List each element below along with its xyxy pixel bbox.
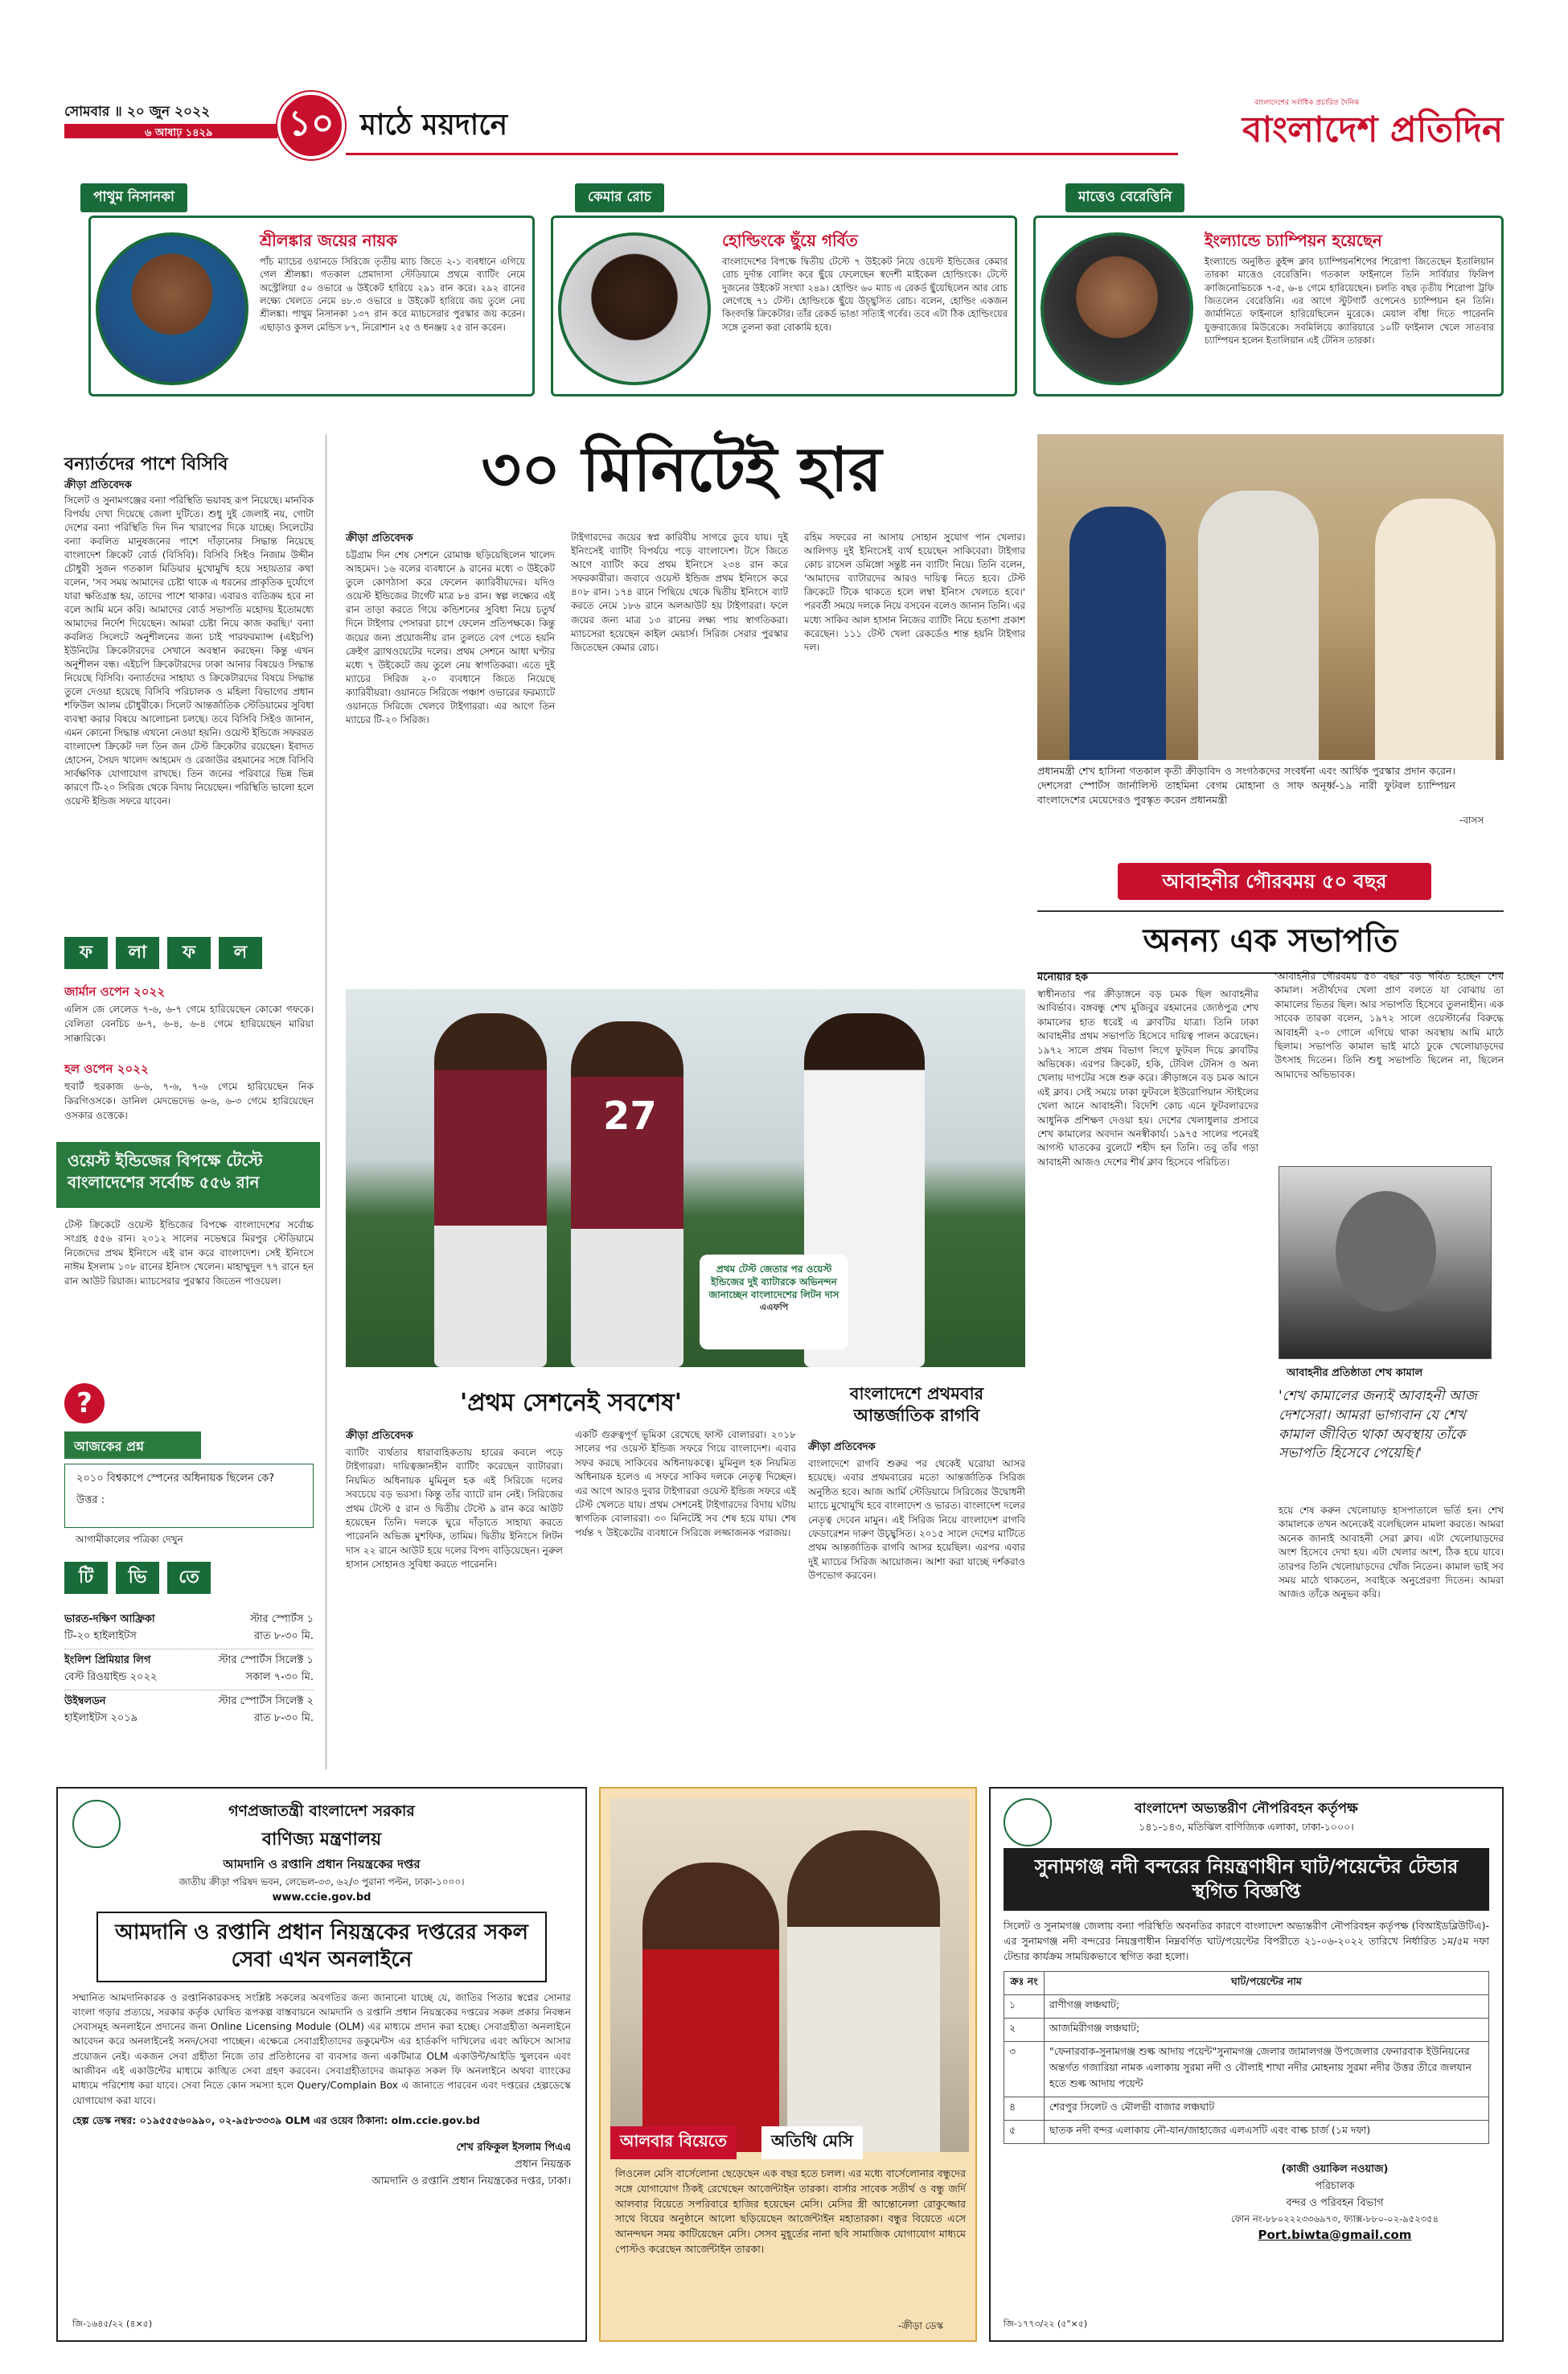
- profile-title-3: ইংল্যান্ডে চ্যাম্পিয়ন হয়েছেন: [1205, 231, 1382, 250]
- commerce-ad-dept: আমদানি ও রপ্তানি প্রধান নিয়ন্ত্রকের দপ্তর: [223, 1857, 421, 1871]
- tv-show-1: ভারত-দক্ষিণ আফ্রিকা: [64, 1613, 155, 1625]
- messi-photo-woman: [642, 1863, 779, 2152]
- pm-photo: [1037, 434, 1504, 760]
- biwta-cell: ৩: [1004, 2041, 1045, 2097]
- table-row: [1004, 2018, 1489, 2041]
- profile-card-2: [551, 216, 1017, 396]
- mujib-logo: [72, 1800, 121, 1848]
- tv-time-2: সকাল ৭-৩০ মি.: [245, 1671, 314, 1683]
- tv-sub-2: বেস্ট রিওয়াইন্ড ২০২২: [64, 1671, 158, 1683]
- biwta-ad-org: বাংলাদেশ অভ্যন্তরীণ নৌপরিবহন কর্তৃপক্ষ: [1135, 1801, 1358, 1817]
- photo-caption-box: [700, 1255, 848, 1349]
- biwta-ad-body: সিলেট ও সুনামগঞ্জ জেলায় বন্যা পরিস্থিতি অবনতির কারণে বাংলাদেশ অভ্যন্তরীণ নৌপরিবহন কর্তৃপক্ষ (বিআইডব্লিউটিএ)-এর সুনামগঞ্জ নদী বন্দরের নিয়ন্ত্রণাধীন নিম্নবর্ণিত ঘাট/পয়েন্টের বিপরীতে ২১-০৬-২০২২ তারিখে নির্ধারিত ১ম/৫ম দফা টেন্ডার কার্যক্রম সাময়িকভাবে স্থগিত করা হলো।: [1004, 1920, 1489, 1962]
- biwta-cell: ১: [1004, 1994, 1045, 2018]
- header-rule: [346, 153, 1178, 155]
- tv-time-1: রাত ৮-৩০ মি.: [253, 1630, 314, 1642]
- biwta-ad-headline: সুনামগঞ্জ নদী বন্দরের নিয়ন্ত্রণাধীন ঘাট/পয়েন্টের টেন্ডার স্থগিত বিজ্ঞপ্তি: [1004, 1848, 1489, 1911]
- quiz-question: ২০১০ বিশ্বকাপে স্পেনের অধিনায়ক ছিলেন কে?: [76, 1472, 275, 1485]
- photo-caption-text: প্রথম টেস্ট জেতার পর ওয়েস্ট ইন্ডিজের দুই ব্যাটারকে অভিনন্দন জানাচ্ছেন বাংলাদেশের লিটন দাস: [708, 1263, 839, 1301]
- sheikh-kamal-face: [1336, 1191, 1436, 1312]
- tv-sub-3: হাইলাইটস ২০১৯: [64, 1712, 138, 1724]
- results-tile-3: ফ: [167, 937, 211, 969]
- biwta-ad: [989, 1787, 1504, 2342]
- profile-body-3: ইংল্যান্ডে অনুষ্ঠিত কুইন্স ক্লাব চ্যাম্পিয়নশিপের শিরোপা জিতেছেন ইতালিয়ান তারকা মাত্তেও বেরেত্তিনি। গতকাল ফাইনালে তিনি সার্বিয়ার ফিলিপ ক্রাজিনোভিচকে ৭-৫, ৬-৪ গেমে হারিয়েছেন। চলতি বছর তৃতীয় শিরোপা ট্রফি জিতলেন বেরেত্তিনি। এর আগে স্টুটগার্ট ওপেনেও চ্যাম্পিয়ন হন তিনি। জার্মানিতে ফাইনালে হারিয়েছিলেন মুরেকে। মেয়াল বাঁধা দিতে পারেননি যুক্তরাজ্যের মিউরেকে। সবমিলিয়ে ক্যারিয়ারে ১০টি ফাইনাল খেলে সাতবার চ্যাম্পিয়ন হলেন ইতালিয়ান এই টেনিস তারকা।: [1205, 256, 1494, 346]
- results-tile-1: ফ: [64, 937, 108, 969]
- profile-card-3: [1033, 216, 1504, 396]
- pm-photo-figure-2: [1198, 491, 1319, 760]
- results-body-1: এলিস জে লেলেড ৭-৬, ৬-৭ গেমে হারিয়েছেন কোকো গফকে। বেলিতা বেনচিচ ৬-৭, ৬-৪, ৬-৪ গেমে হারিয়েছেন মারিয়া সাক্কারিকে।: [64, 1004, 314, 1044]
- quiz-icon: ?: [64, 1383, 105, 1423]
- sheikh-kamal-photo: [1279, 1166, 1492, 1359]
- tv-show-2: ইংলিশ প্রিমিয়ার লিগ: [64, 1654, 151, 1666]
- table-row: [1004, 2097, 1489, 2120]
- biwta-th-1: ক্রঃ নং: [1004, 1971, 1045, 1994]
- main-byline: ক্রীড়া প্রতিবেদক: [346, 532, 413, 544]
- results-tile-2: লা: [116, 937, 159, 969]
- commerce-ad-body: সম্মানিত আমদানিকারক ও রপ্তানিকারকসহ সংশ্লিষ্ট সকলের অবগতির জন্য জানানো যাচ্ছে যে, জাতির পিতার স্বপ্নের সোনার বাংলা গড়ার প্রত্যয়ে, সরকার কর্তৃক ঘোষিত রূপকল্প বাস্তবায়নে আমদানি ও রপ্তানি প্রধান নিয়ন্ত্রকের দপ্তরের সকল প্রকার নিবন্ধন সেবাসমূহ অনলাইনে প্রদানের জন্য Online Licensing Module (OLM) এর মাধ্যমে প্রদান করা হচ্ছে। সেবাগ্রহীতা অনলাইনে আবেদন করে অনলাইনেই সনদ/সেবা পাচ্ছেন। এক্ষেত্রে সেবাগ্রহীতাদের ডকুমেন্টস এর হার্ডকপি দাখিলের এবং অফিসে আসার প্রয়োজন নেই। একজন সেবা গ্রহীতা নিজে তার প্রতিষ্ঠানের বা ব্যবসার জন্য একটিমাত্র OLM একাউন্ট/আইডি খুলবেন এবং আজীবন এই একাউন্টের মাধ্যমে কাঙ্খিত সেবা গ্রহণ করবেন। সেবাগ্রহীতাদের জমাকৃত সকল ফি অনলাইনে অথবা ব্যাংকের মাধ্যমে পরিশোধ করা যাবে। সেবা নিতে কোন সমস্যা হলে Query/Complain Box এ জানাতে পারবেন এবং দপ্তরের হেল্পডেস্কে যোগাযোগ করা যাবে।: [72, 1991, 571, 2106]
- profile-label-1: পাথুম নিসানকা: [80, 183, 187, 212]
- rugby-head: বাংলাদেশে প্রথমবার আন্তর্জাতিক রাগবি: [849, 1384, 984, 1426]
- record-box-body: টেস্ট ক্রিকেটে ওয়েস্ট ইন্ডিজের বিপক্ষে বাংলাদেশের সর্বোচ্চ সংগ্রহ ৫৫৬ রান। ২০১২ সালের নভেম্বরে মিরপুর স্টেডিয়ামে নিজেদের প্রথম ইনিংসে এই রান করে বাংলাদেশ। সেই ইনিংসে নাঈম ইসলাম ১০৮ রানের ইনিংস খেলেন। মাহাম্মুদুল ৭৭ রানে হন রান আউট রিয়াজ। ম্যাচসেরার পুরস্কার জিতেন পাওয়েল।: [64, 1219, 314, 1287]
- commerce-ad-signer-org: আমদানি ও রপ্তানি প্রধান নিয়ন্ত্রকের দপ্তর, ঢাকা।: [371, 2175, 571, 2187]
- messi-tag-2: অতিথি মেসি: [761, 2126, 863, 2159]
- biwta-cell: ছাতক নদী বন্দর এলাকায় নৌ-যান/জাহাজের এলএসটি এবং বাল্ক চার্জ (১ম দফা): [1045, 2120, 1489, 2143]
- profile-photo-roach: [558, 232, 711, 385]
- messi-feature: [599, 1787, 977, 2342]
- page-header: [0, 0, 1568, 173]
- results-tiles: [64, 937, 270, 969]
- tv-sub-1: টি-২০ হাইলাইটস: [64, 1630, 137, 1642]
- biwta-ad-email[interactable]: Port.biwta@gmail.com: [1258, 2227, 1412, 2242]
- abahani-byline: মনোয়ার হক: [1037, 971, 1089, 984]
- abahani-head: অনন্য এক সভাপতি: [1037, 910, 1504, 974]
- biwta-cell: ২: [1004, 2018, 1045, 2041]
- session-byline: ক্রীড়া প্রতিবেদক: [346, 1430, 413, 1442]
- record-box-title: ওয়েস্ট ইন্ডিজের বিপক্ষে টেস্টে বাংলাদেশের সর্বোচ্চ ৫৫৬ রান: [56, 1142, 320, 1208]
- rugby-body: বাংলাদেশে রাগবি শুরুর পর থেকেই ঘরোয়া আসর হয়েছে। এবার প্রথমবারের মতো আন্তর্জাতিক সিরিজ অনুষ্ঠিত হবে। আজ আর্মি স্টেডিয়ামে সিরিজের উদ্বোধনী ম্যাচে মুখোমুখি হবে বাংলাদেশ ও ভারত। বাংলাদেশ দলের নেতৃত্ব দেবেন মামুন। এই সিরিজ নিয়ে বাংলাদেশ রাগবি ফেডারেশন দারুণ উচ্ছ্বসিত। ২০১৫ সালে দেশের মাটিতে প্রথম আন্তর্জাতিক রাগবি আসর হয়েছিল। এরপর এবার দুই ম্যাচের সিরিজ আয়োজন। আশা করা যাচ্ছে দর্শকরাও উপভোগ করবেন।: [808, 1458, 1026, 1582]
- messi-photo-man: [787, 1830, 940, 2152]
- photo-caption-credit: এএফপি: [759, 1301, 789, 1312]
- biwta-cell: শেরপুর সিলেট ও মৌলভী বাজার লঞ্চঘাট: [1045, 2097, 1489, 2120]
- profile-body-1: পাঁচ ম্যাচের ওয়ানডে সিরিজে তৃতীয় ম্যাচ জিতে ২-১ ব্যবধানে এগিয়ে গেল শ্রীলঙ্কা। গতকাল প্রেমাদাসা স্টেডিয়ামে প্রথমে ব্যাটিং নেমে অস্ট্রেলিয়া ৫০ ওভারে ৬ উইকেট হারিয়ে ২৯১ রান করে। ২৯২ রানের লক্ষ্যে খেলতে নেমে ৪৮.৩ ওভারে ৪ উইকেট হারিয়ে জয় তুলে নেয় শ্রীলঙ্কা। পাথুম নিসানকা ১৩৭ রান করে ম্যাচসেরার পুরস্কার জয় করেন। এছাড়াও কুসল মেন্ডিস ৮৭, নিরোশান ২৫ ও ধনঞ্জয় ২৫ রান করেন।: [260, 256, 525, 333]
- tv-channel-1: স্টার স্পোর্টস ১: [249, 1613, 314, 1625]
- quiz-answer-label: উত্তর :: [76, 1494, 105, 1506]
- jersey-number: 27: [603, 1094, 657, 1139]
- pm-photo-figure-1: [1069, 507, 1166, 760]
- tv-row-2: [64, 1649, 314, 1690]
- abahani-col-2: 'আবাহনীর গৌরবময় ৫০ বছর' বড় গর্বিত হচ্ছেন শেখ কামাল। সতীর্থদের খেলা প্রাণ বলতে যা বোঝায় তা কামালের ভিতর ছিল। আর সভাপতি হিসেবে তুলনাহীন। এক সাবেক তারকা বলেন, ১৯৭২ সালে ওয়েস্টার্নের বিরুদ্ধে আবাহনী ২-০ গোলে এগিয়ে থাকা অবস্থায় আমি মাঠে ছিলাম। সভাপতি কামাল ভাই মাঠে ঢুকে খেলোয়াড়দের উৎসাহ দিতেন। তিনি শুধু সভাপতি ছিলেন না, ছিলেন আমাদের অভিভাবক।: [1275, 971, 1504, 1080]
- biwta-cell: "ফেনারবাক-সুনামগঞ্জ শুল্ক আদায় পয়েন্ট"সুনামগঞ্জ জেলার জামালগঞ্জ উপজেলার ফেনারবাক ইউনিয়নের অন্তর্গত গজারিয়া নামক এলাকায় সুরমা নদী ও বৌলাই শাখা নদীর মোহনায় সুরমা নদীর উত্তর তীরে জলযান হতে শুল্ক আদায় পয়েন্ট: [1045, 2041, 1489, 2097]
- quiz-question-box: [64, 1464, 314, 1528]
- biwta-ad-ref: জি-১৭৭৩/২২ (৫"×৫): [1004, 2319, 1088, 2329]
- messi-photo: [610, 1798, 969, 2152]
- player-wi-1: [434, 1013, 547, 1367]
- biwta-ad-signer-role: পরিচালক: [1315, 2179, 1355, 2192]
- commerce-ad: [56, 1787, 587, 2342]
- profile-photo-nissanka: [96, 232, 248, 385]
- masthead-logo: বাংলাদেশ প্রতিদিন: [1242, 109, 1504, 150]
- profile-title-2: হোল্ডিংকে ছুঁয়ে গর্বিত: [722, 231, 858, 250]
- biwta-cell: আজমিরীগঞ্জ লঞ্চঘাট;: [1045, 2018, 1489, 2041]
- tv-tile-3: তে: [167, 1562, 211, 1594]
- tv-time-3: রাত ৮-৩০ মি.: [253, 1712, 314, 1724]
- tv-channel-2: স্টার স্পোর্টস সিলেক্ট ১: [218, 1654, 314, 1666]
- quiz-box: [64, 1383, 314, 1548]
- quiz-head: আজকের প্রশ্ন: [64, 1431, 201, 1459]
- tv-schedule: [64, 1608, 314, 1731]
- issue-date: সোমবার ॥ ২০ জুন ২০২২: [64, 104, 211, 120]
- biwta-cell: রাণীগঞ্জ লঞ্চঘাট;: [1045, 1994, 1489, 2018]
- abahani-col-3: হয়ে শেষ করুন খেলোয়াড় হাসপাতালে ভর্তি হন। শেখ কামালকে তখন অনেকেই বলেছিলেন মামলা করতে। আমরা অনেক জানাই আবাহনী সেরা ক্লাব। এটা খেলোয়াড়দের অংশ হিসেবে দেখা হয়। এটা খেলার অংশ, ঠিক হয়ে যাবে। তারপর তিনি খেলোয়াড়দের খোঁজ নিতেন। কামাল ভাই সব সময় মাঠে থাকতেন, সবাইকে অনুপ্রেরণা দিতেন। আমরা আজও তাঁকে অনুভব করি।: [1279, 1505, 1504, 1600]
- table-row: [1004, 2041, 1489, 2097]
- session-head: 'প্রথম সেশনেই সবশেষ': [460, 1389, 682, 1417]
- results-item-1: [64, 983, 314, 1045]
- biwta-logo: [1004, 1798, 1052, 1846]
- messi-body: লিওনেল মেসি বার্সেলোনা ছেড়েছেন এক বছর হতে চলল। এর মধ্যে বার্সেলোনার বন্ধুদের সঙ্গে যোগাযোগ ঠিকই রেখেছেন আর্জেন্টাইন তারকা। বার্সার সাবেক সতীর্থ ও বন্ধু জর্দি আলবার বিয়েতে সপরিবারে হাজির হয়েছেন মেসি। মেসির স্ত্রী আন্তোনেলা রোকুজ্জোর সাথে বিয়ের অনুষ্ঠানে আলো ছড়িয়েছেন আর্জেন্টাইন মহাতারকা। বন্ধুর বিয়েতে এসে আনন্দঘন সময় কাটিয়েছেন মেসি। সেসব মুহূর্তের নানা ছবি সামাজিক যোগাযোগ মাধ্যমে পোস্টও করেছেন আর্জেন্টাইন তারকা।: [615, 2167, 966, 2255]
- biwta-cell: ৫: [1004, 2120, 1045, 2143]
- left-story-head: বন্যার্তদের পাশে বিসিবি: [64, 454, 228, 474]
- cricket-photo: [346, 989, 1025, 1367]
- messi-tag-1: আলবার বিয়েতে: [610, 2126, 737, 2159]
- results-title-2: হল ওপেন ২০২২: [64, 1062, 149, 1076]
- abahani-banner: আবাহনীর গৌরবময় ৫০ বছর: [1118, 863, 1431, 900]
- session-col-1: ব্যাটিং ব্যর্থতার ধারাবাহিকতায় হারের কবলে পড়ে টাইগাররা। দায়িত্বজ্ঞানহীন ব্যাটিং করেছেন ব্যাটাররা। নিয়মিত অধিনায়ক মুমিনুল হক এই সিরিজে দলের সবচেয়ে বড় ভরসা। কিন্তু তাঁর ব্যাটে রান নেই। সিরিজের প্রথম টেস্টে ৫ রান ও দ্বিতীয় টেস্টে ৯ রান করে আউট হয়েছেন তিনি। দলকে ঘুরে দাঁড়াতে সাহায্য করতে পারেননি অভিজ্ঞ মুশফিক, তামিম। দ্বিতীয় ইনিংসে লিটন দাস ২২ রানে আউট হয়ে দলের বিপদ বাড়িয়েছেন। নুরুল হাসান সোহানও সুবিধা করতে পারেননি।: [346, 1447, 563, 1571]
- commerce-ad-headline: আমদানি ও রপ্তানি প্রধান নিয়ন্ত্রকের দপ্তরের সকল সেবা এখন অনলাইনে: [96, 1912, 547, 1982]
- commerce-ad-footer: হেল্প ডেস্ক নম্বর: ০১৯৫৫৫৬০৯৯০, ০২-৯৫৮৩৩৩৯ OLM এর ওয়েব ঠিকানা: olm.ccie.gov.bd: [72, 2113, 480, 2126]
- left-story-byline: ক্রীড়া প্রতিবেদক: [64, 479, 132, 491]
- commerce-ad-signer: শেখ রফিকুল ইসলাম পিএএ: [456, 2141, 571, 2154]
- messi-credit: -ক্রীড়া ডেস্ক: [898, 2320, 944, 2331]
- pm-credit: -বাসস: [1459, 815, 1484, 826]
- table-row: [1004, 1994, 1489, 2018]
- profile-card-1: [88, 216, 535, 396]
- tv-tile-1: টি: [64, 1562, 108, 1594]
- abahani-quote: 'শেখ কামালের জন্যই আবাহনী আজ দেশসেরা। আমরা ভাগ্যবান যে শেখ কামাল জীবিত থাকা অবস্থায় তাঁকে সভাপতি হিসেবে পেয়েছি।': [1279, 1388, 1477, 1462]
- commerce-ad-addr: জাতীয় ক্রীড়া পরিষদ ভবন, লেভেল-৩৩, ৬২/৩ পুরানা পল্টন, ঢাকা-১০০০।: [179, 1876, 465, 1887]
- commerce-ad-org: গণপ্রজাতন্ত্রী বাংলাদেশ সরকার: [228, 1802, 415, 1820]
- biwta-ad-phone: ফোন নং-৮৮০২২২৩৩৬৯৭৩, ফ্যাক্স-৮৮০-০২-৯৫২৩৫৪: [1230, 2212, 1439, 2224]
- results-tile-4: ল: [219, 937, 262, 969]
- masthead-tagline: বাংলাদেশের সর্বাধিক প্রচারিত দৈনিক: [1254, 99, 1360, 107]
- tv-show-3: উইম্বলডন: [64, 1695, 106, 1707]
- sheikh-kamal-caption: আবাহনীর প্রতিষ্ঠাতা শেখ কামাল: [1287, 1367, 1423, 1379]
- results-title-1: জার্মান ওপেন ২০২২: [64, 984, 166, 999]
- results-body-2: হুবার্ট হুরকাজ ৬-৬, ৭-৬, ৭-৬ গেমে হারিয়েছেন নিক কিরগিওসকে। ডানিল মেদভেদেভ ৬-৬, ৬-৩ গেমে হারিয়েছেন ওসকার ওত্তেকে।: [64, 1081, 314, 1121]
- biwta-ad-addr: ১৪১-১৪৩, মতিঝিল বাণিজ্যিক এলাকা, ঢাকা-১০০০।: [1139, 1821, 1354, 1833]
- commerce-ad-ministry: বাণিজ্য মন্ত্রণালয়: [261, 1830, 382, 1850]
- biwta-ad-table: [1004, 1971, 1489, 2144]
- commerce-ad-ref: জি-১৬৪৫/২২ (৪×৫): [72, 2319, 153, 2329]
- pm-caption: প্রধানমন্ত্রী শেখ হাসিনা গতকাল কৃতী ক্রীড়াবিদ ও সংগঠকদের সংবর্ধনা এবং আর্থিক পুরস্কার প্রদান করেন। দেশসেরা স্পোর্টস জার্নালিস্ট তাহমিনা বেগম মোহানা ও সাফ অনূর্ধ্ব-১৯ নারী ফুটবল চ্যাম্পিয়ন বাংলাদেশের মেয়েদেরও পুরস্কৃত করেন প্রধানমন্ত্রী: [1037, 765, 1455, 807]
- commerce-ad-web[interactable]: www.ccie.gov.bd: [272, 1891, 371, 1904]
- profile-label-3: মাত্তেও বেরেত্তিনি: [1065, 183, 1184, 212]
- tv-row-3: [64, 1690, 314, 1731]
- profile-body-2: বাংলাদেশের বিপক্ষে দ্বিতীয় টেস্টে ৭ উইকেট নিয়ে ওয়েস্ট ইন্ডিজের কেমার রোচ দুর্দান্ত বোলিং করে ছুঁয়ে ফেলেছেন স্বদেশী মাইকেল হোল্ডিংকে। টেস্টে দুজনের উইকেট সংখ্যা ২৪৯। হোল্ডিং ৬০ ম্যাচ এ রেকর্ড ছুঁয়েছিলেন আর রোচ লেগেছে ৭১ টেস্ট। হোল্ডিংকে ছুঁয়ে উচ্ছ্বসিত রোচ। বলেন, হোল্ডিং একজন কিংবদন্তি ক্রিকেটার। তাঁর রেকর্ড ভাঙা সত্যিই গর্বের। তবে এটা ঠিক হোল্ডিংয়ের সঙ্গে তুলনা করা বোকামি হবে।: [722, 256, 1008, 333]
- main-headline: ৩০ মিনিটেই হার: [481, 433, 882, 505]
- page-number: ১০: [277, 92, 345, 159]
- session-col-2: একটি গুরুত্বপূর্ণ ভূমিকা রেখেছে ফাস্ট বোলাররা। ২০১৮ সালের পর ওয়েস্ট ইন্ডিজ সফরে গিয়ে বাংলাদেশ। এবার সফর করছে সাকিবের অধিনায়কত্বে। মুমিনুল হক নিয়মিত অধিনায়ক হলেও এ সফরে সাকিব দলকে নেতৃত্ব দিচ্ছেন। এর আগে আরও দুবার টাইগাররা ওয়েস্ট ইন্ডিজ সফরে এই টেস্ট খেলতে যায়। প্রথম সেশনেই টাইগারদের বিদায় ঘটায় স্বাগতিক বোলাররা। ৩০ মিনিটেই সব শেষ হয়ে যায়। শেষ পর্যন্ত ৭ উইকেটের ব্যবধানে সিরিজে লজ্জাজনক পরাজয়।: [575, 1429, 796, 1538]
- rugby-byline: ক্রীড়া প্রতিবেদক: [808, 1441, 876, 1453]
- abahani-col-1: স্বাধীনতার পর ক্রীড়াঙ্গনে বড় চমক ছিল আবাহনীর আবির্ভাব। বঙ্গবন্ধু শেখ মুজিবুর রহমানের জ্যেষ্ঠপুত্র শেখ কামালের হাত ধরেই এ ক্লাবটির যাত্রা। তিনি ঢাকা আবাহনীর প্রথম সভাপতি হিসেবে দায়িত্ব পালন করেছেন। ১৯৭২ সালে প্রথম বিভাগ লিগে ফুটবল দিয়ে ক্লাবটির অভিষেক। এরপর ক্রিকেট, হকি, টেবিল টেনিস ও অন্য খেলায় দাপটের সঙ্গে শুরু করে। ক্রীড়াঙ্গনে বড় চমক আনে এই ক্লাব। সেই সময়ে ঢাকা ফুটবলে ইউরোপিয়ান স্টাইলের খেলা আনে আবাহনী। বিদেশি কোচ এনে ফুটবলারদের আধুনিক প্রশিক্ষণ দেওয়া হয়। দেশের খেলাধুলার প্রসারে শেখ কামালের অবদান অনস্বীকার্য। ১৯৭৫ সালের পনেরই আগস্ট ঘাতকের বুলেটে শহীদ হন তিনি। তবু তাঁর গড়া আবাহনী আজও দেশের শীর্ষ ক্লাব হিসেবে পরিচিত।: [1037, 988, 1258, 1168]
- biwta-ad-signer-dept: বন্দর ও পরিবহন বিভাগ: [1286, 2196, 1384, 2209]
- tv-tile-2: ভি: [116, 1562, 159, 1594]
- section-title: মাঠে ময়দানে: [360, 109, 508, 142]
- profile-label-2: কেমার রোচ: [575, 183, 664, 212]
- commerce-ad-signer-role: প্রধান নিয়ন্ত্রক: [515, 2158, 571, 2171]
- main-col-1: চট্টগ্রাম দিন শেষ সেশনে রোমাঞ্চ ছড়িয়েছিলেন খালেদ আহমেদ। ১৬ বলের ব্যবধানে ৯ রানের মধ্যে ৩ উইকেট তুলে কোণঠাসা করে ফেলেন ক্যারিবীয়দের। যদিও ওয়েস্ট ইন্ডিজের টার্গেট মাত্র ৮৪ রান। স্বল্প লক্ষ্যের এই রান তাড়া করতে গিয়ে কন্ডিশনের সুবিধা নিয়ে চতুর্থ দিনে টাইগার পেসাররা চাপে ফেলেন প্রতিপক্ষকে। কিন্তু জয়ের জন্য প্রয়োজনীয় রান তুলতে বেগ পেতে হয়নি ক্রেইগ ব্র্যাথওয়েটের দলের। প্রথম সেশনে আধা ঘণ্টার মধ্যে ৭ উইকেটে জয় তুলে নেয় স্বাগতিকরা। এতে দুই ম্যাচের সিরিজ ২-০ ব্যবধানে জিতে নিয়েছে ক্যারিবীয়রা। ওয়ানডে সিরিজে পঞ্চাশ ওভারের ফরম্যাটে ওয়ানডে সিরিজে খেলবে টাইগাররা। এর আগে তিন ম্যাচের টি-২০ সিরিজ।: [346, 549, 555, 726]
- tv-row-1: [64, 1608, 314, 1649]
- profile-photo-berrettini: [1041, 232, 1193, 385]
- biwta-cell: ৪: [1004, 2097, 1045, 2120]
- left-story-body: সিলেট ও সুনামগঞ্জের বন্যা পরিস্থিতি ভয়াবহ রূপ নিয়েছে। মানবিক বিপর্যয় দেখা দিয়েছে জেলা দুটিতে। শুধু দুই জেলাই নয়, গোটা দেশের বন্যা পরিস্থিতি দিন দিন খারাপের দিকে যাচ্ছে। সিলেটের বন্যা কবলিত মানুষজনের পাশে দাঁড়ানোর সিদ্ধান্ত নিয়েছে বাংলাদেশ ক্রিকেট বোর্ড (বিসিবি)। বিসিবি সিইও নিজাম উদ্দীন চৌধুরী সুজন গতকাল মিডিয়ার মুখোমুখি হয়ে সহায়তার কথা বলেন, 'সব সময় আমাদের চেষ্টা থাকে এ ধরনের প্রাকৃতিক দুর্যোগে যারা ক্ষতিগ্রস্ত হয়, তাদের পাশে থাকার। এবারও ব্যতিক্রম হবে না বলে আমি মনে করি। আমাদের বোর্ড সভাপতি মহোদয় ইতোমধ্যে আমাদের নির্দেশ দিয়েছেন। আমরা চেষ্টা নিয়ে কাজ করছি।' বন্যা কবলিত সিলেটে অনুশীলনের জন্য চাই পারফরম্যান্স (এইচপি) ইউনিটের ক্রিকেটারদের সেখানে অবস্থান করছেন। কিন্তু এখন অনুশীলন বন্ধ। এইচপি ক্রিকেটারদের ঢাকা আনার বিষয়েও সিদ্ধান্ত নিয়েছে বিসিবি। বন্যার্তদের সাহায্য ও ক্রিকেটারদের বিষয়ে সিদ্ধান্ত তুলে দেওয়া হয়েছে বিসিবি পরিচালক ও মহিলা বিভাগের প্রধান শফিউল আলম চৌধুরীকে। সিলেট আন্তর্জাতিক স্টেডিয়ামের সুবিধা ব্যবস্থা করার বিষয়ে আলোচনা চলছে। তবে বিসিবি সিইও জানান, এমন কোনো সিদ্ধান্ত এখনো নেওয়া হয়নি। ওয়েস্ট ইন্ডিজে সফররত বাংলাদেশ ক্রিকেট দল তিন জন টেস্ট ক্রিকেটার রয়েছেন। ইবাদত হোসেন, সৈয়দ খালেদ আহমেদ ও রেজাউর রহমানের সঙ্গে বিসিবি সার্বক্ষণিক যোগাযোগ রাখছে। তিন জনের পরিবারে ভিন্ন ভিন্ন কারণে টি-২০ সিরিজ থেকে বিদায় নিয়েছেন। পরিস্থিতি ভালো হলে ওয়েস্ট ইন্ডিজ সফরে যাবেন।: [64, 495, 314, 807]
- player-wi-2: [571, 1021, 683, 1367]
- tv-channel-3: স্টার স্পোর্টস সিলেক্ট ২: [218, 1695, 314, 1707]
- main-col-2: টাইগারদের জয়ের স্বপ্ন কারিবীয় সাগরে ডুবে যায়। দুই ইনিংসেই ব্যাটিং বিপর্যয়ে পড়ে বাংলাদেশ। টসে জিতে আগে ব্যাটিং করে প্রথম ইনিংসে ২৩৪ রান করে সফরকারীরা। জবাবে ওয়েস্ট ইন্ডিজ প্রথম ইনিংসে করে ৪০৮ রান। ১৭৪ রানে পিছিয়ে থেকে দ্বিতীয় ইনিংসে ব্যাট করতে নেমে ১৮৬ রানে অলআউট হয় টাইগাররা। ফলে জয়ের জন্য মাত্র ১৩ রানের লক্ষ্য পায় স্বাগতিকরা। ম্যাচসেরা হয়েছেন কাইল মেয়ার্স। সিরিজ সেরার পুরস্কার জিতেছেন কেমার রোচ।: [571, 532, 788, 653]
- table-row: [1004, 2120, 1489, 2143]
- profile-title-1: শ্রীলঙ্কার জয়ের নায়ক: [260, 231, 398, 250]
- main-col-3: রহিম সফরের না আসায় সোহান সুযোগ পান খেলার। আলিগড় দুই ইনিংসেই ব্যর্থ হয়েছেন সাকিবেরা। টাইগার কোচ রাসেল ডমিঙ্গো সন্তুষ্ট নন ব্যাটিং নিয়ে। তিনি বলেন, 'আমাদের ব্যাটারদের আরও দায়িত্ব নিতে হবে। টেস্ট ক্রিকেটে টিকে থাকতে হলে লম্বা ইনিংস খেলতে হবে।' পরবর্তী সময়ে দলকে নিয়ে বসবেন বলেও জানান তিনি। এর মধ্যে সাকিব আল হাসান নিজের ব্যাটিং নিয়ে হতাশা প্রকাশ করেছেন। ১১১ টেস্ট খেলা রেকর্ডেও শান্ত হয়নি টাইগার দল।: [804, 532, 1025, 653]
- quiz-note: আগামীকালের পত্রিকা দেখুন: [76, 1534, 183, 1545]
- results-item-2: [64, 1060, 314, 1123]
- pm-photo-figure-3: [1375, 499, 1496, 760]
- tv-tiles: [64, 1562, 219, 1594]
- biwta-ad-signer: (কাজী ওয়াকিল নওয়াজ): [1281, 2162, 1389, 2175]
- bangla-date: ৬ আষাঢ় ১৪২৯: [145, 127, 213, 139]
- biwta-th-2: ঘাট/পয়েন্টের নাম: [1045, 1971, 1489, 1994]
